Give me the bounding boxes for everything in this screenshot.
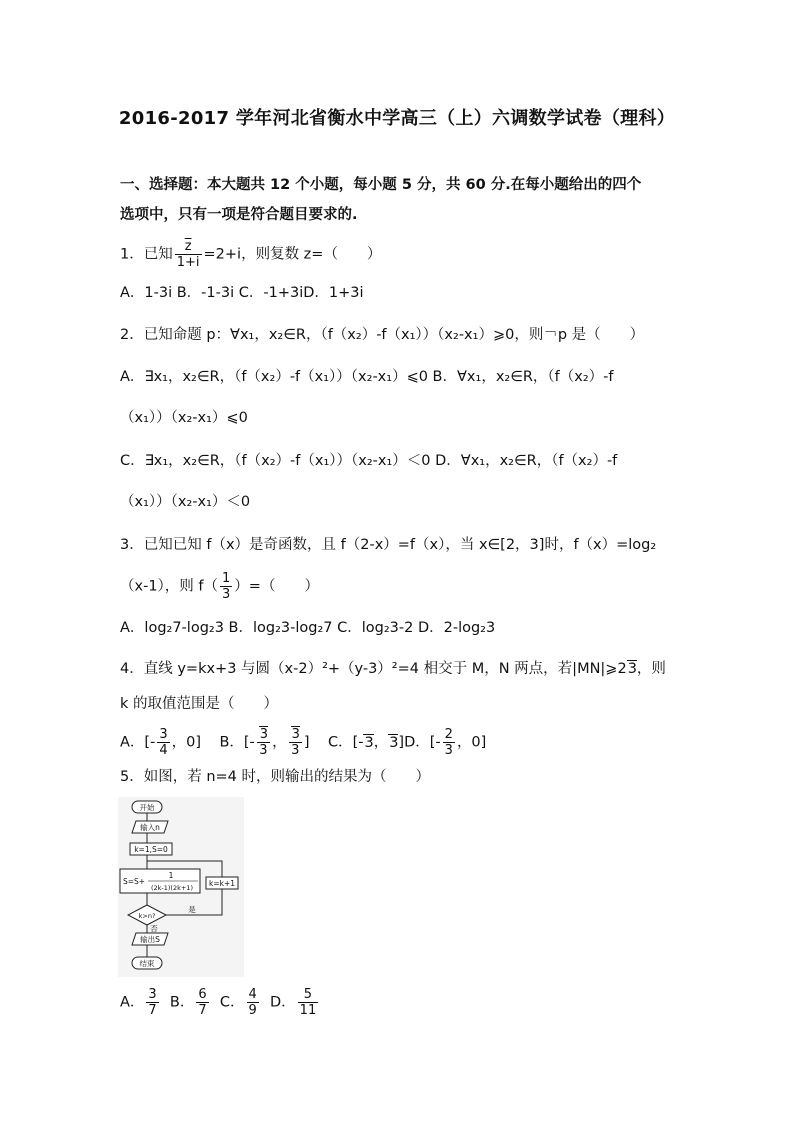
q5-opt-d-label: D． [270,994,296,1011]
q1-fraction [175,240,202,269]
question-4-line2: k 的取值范围是（ ） [120,696,279,712]
flow-yes-label: 是 [188,905,196,914]
q2-options-cd-line1: C．∃x₁，x₂∈R，（f（x₂）-f（x₁））（x₂-x₁）＜0 D．∀x₁，x₂∈R，（f（x₂）-f [120,453,618,469]
q2-options-cd-line2: （x₁））（x₂-x₁）＜0 [120,494,251,510]
flow-init-label: k=1,S=0 [134,845,168,854]
q3-line2-prefix: （x-1），则 f（ [120,578,219,595]
question-3-line2 [120,572,319,601]
question-5: 5．如图，若 n=4 时，则输出的结果为（ ） [120,769,431,785]
svg-text:1: 1 [168,871,174,880]
flow-start-label: 开始 [139,803,155,812]
question-3-line1: 3．已知已知 f（x）是奇函数，且 f（2-x）=f（x），当 x∈[2，3]时，f（x）=log₂ [120,537,657,553]
q5-opt-b-frac: $\frac{6}{7}$ [198,987,207,1018]
q4-opt-b-frac-2: $\frac{3}{3}$ [289,728,302,757]
flowchart-figure [118,797,244,977]
q1-prefix: 1．已知 [120,246,173,263]
q3-fraction [220,572,232,601]
q5-opt-a-label: A． [120,994,145,1011]
q4-line1-suffix: ，则 [636,661,666,677]
flow-update-s-den: (2k-1)(2k+1) [150,884,194,892]
q4-opt-a-label: A． [120,734,145,751]
q4-opt-d-frac: $\frac{2}{3}$ [444,727,453,758]
question-2: 2．已知命题 p：∀x₁，x₂∈R，（f（x₂）-f（x₁））（x₂-x₁）⩾0，则￢p 是（ ） [120,327,645,343]
q5-opt-c-label: C． [219,994,245,1011]
q3-options: A．log₂7-log₂3 B．log₂3-log₂7 C．log₂3-2 D．2-log₂3 [120,620,496,636]
q4-options: A．[- $\frac{3}{4}$ ，0] B．[- $\frac{3}{3}$ ， $\frac{3}{3}$ ] C．[-3，3]D．[- $\frac{2}{3}$ ，0] [120,727,487,758]
q4-opt-a-frac: $\frac{3}{4}$ [159,727,168,758]
flow-output-label: 输出S [140,935,160,944]
q5-opt-b-label: B． [169,994,195,1011]
section-header-line1: 一、选择题：本大题共 12 个小题，每小题 5 分，共 60 分.在每小题给出的四个 [120,177,642,193]
q4-opt-b-label: B． [219,734,244,751]
flow-update-s-label: S=S+ [122,877,146,886]
flow-decision-label: k>n? [138,912,156,920]
q5-options [120,988,320,1017]
q1-frac-den: 1+i [176,255,200,270]
flow-no-label: 否 [150,924,158,933]
q5-opt-c-frac: $\frac{4}{9}$ [248,987,257,1018]
q5-opt-a-frac: $\frac{3}{7}$ [148,987,157,1018]
section-header-line2: 选项中，只有一项是符合题目要求的. [120,207,358,223]
q1-frac-num: $\overline{z}$ [184,239,192,254]
q3-frac-den: 3 [222,587,231,602]
q4-opt-c-label: C． [327,734,353,751]
flow-end-label: 结束 [139,959,155,968]
q4-sqrt-value: 3 [627,661,637,677]
q5-opt-d-frac: $\frac{5}{11}$ [299,987,317,1018]
q4-line1-prefix: 4．直线 y=kx+3 与圆（x-2）²+（y-3）²=4 相交于 M，N 两点，若|MN|⩾2 [120,661,627,677]
q3-frac-num: 1 [222,571,231,586]
question-4-line1 [120,659,666,679]
flow-update-k-label: k=k+1 [208,879,236,888]
q2-options-ab-line2: （x₁））（x₂-x₁）⩽0 [120,410,248,426]
flow-input-label: 输入n [140,823,160,832]
page-title: 2016-2017 学年河北省衡水中学高三（上）六调数学试卷（理科） [118,108,676,129]
q3-line2-suffix: ）=（ ） [234,578,319,595]
q4-opt-b-frac-1: $\frac{3}{3}$ [257,728,270,757]
question-1 [120,240,381,269]
q1-options: A．1-3i B．-1-3i C．-1+3iD．1+3i [120,285,364,301]
q1-suffix: =2+i，则复数 z=（ ） [203,246,382,263]
q4-opt-d-label: D． [404,734,430,751]
q2-options-ab-line1: A．∃x₁，x₂∈R，（f（x₂）-f（x₁））（x₂-x₁）⩽0 B．∀x₁，x₂∈R，（f（x₂）-f [120,369,614,385]
